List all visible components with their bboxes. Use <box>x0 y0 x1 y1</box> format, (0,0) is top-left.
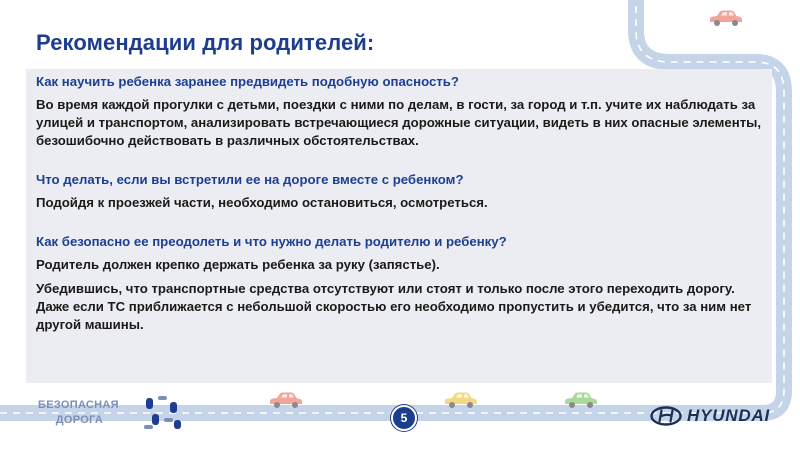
hyundai-wordmark: HYUNDAI <box>687 406 771 425</box>
content-panel <box>26 69 772 383</box>
car-yellow-icon <box>443 390 479 410</box>
car-green-icon <box>563 390 599 410</box>
hyundai-logo <box>650 406 770 426</box>
question-2: Что делать, если вы встретили ее на дороге вместе с ребенком? <box>36 172 464 187</box>
answer-3: Родитель должен крепко держать ребенка за руку (запястье). <box>36 257 440 272</box>
slide-title: Рекомендации для родителей: <box>36 30 375 55</box>
answer-4: Убедившись, что транспортные средства отсутствуют или стоят и только после этого переходить дорогу. Даже если ТС приближается с небольшой скоростью его необходимо пропустить и убедится, что за ним нет другой машины. <box>36 281 752 332</box>
hyundai-emblem-icon <box>650 406 682 426</box>
question-1: Как научить ребенка заранее предвидеть подобную опасность? <box>36 74 459 89</box>
logo-line-2: ДОРОГА <box>55 414 104 426</box>
footprints-icon <box>140 394 186 434</box>
answer-2: Подойдя к проезжей части, необходимо остановиться, осмотреться. <box>36 195 488 210</box>
page-number-badge: 5 <box>391 405 417 431</box>
safe-road-logo <box>38 398 119 428</box>
car-red-top-icon <box>708 8 744 28</box>
logo-line-1: БЕЗОПАСНАЯ <box>38 399 119 411</box>
question-3: Как безопасно ее преодолеть и что нужно делать родителю и ребенку? <box>36 234 507 249</box>
answer-1: Во время каждой прогулки с детьми, поездки с ними по делам, в гости, за город и т.п. учите их наблюдать за улицей и транспортом, анализировать встречающиеся дорожные ситуации, видеть в них опасные элементы, безошибочно действовать в различных обстоятельствах. <box>36 97 762 148</box>
car-red-bottom-icon <box>268 390 304 410</box>
